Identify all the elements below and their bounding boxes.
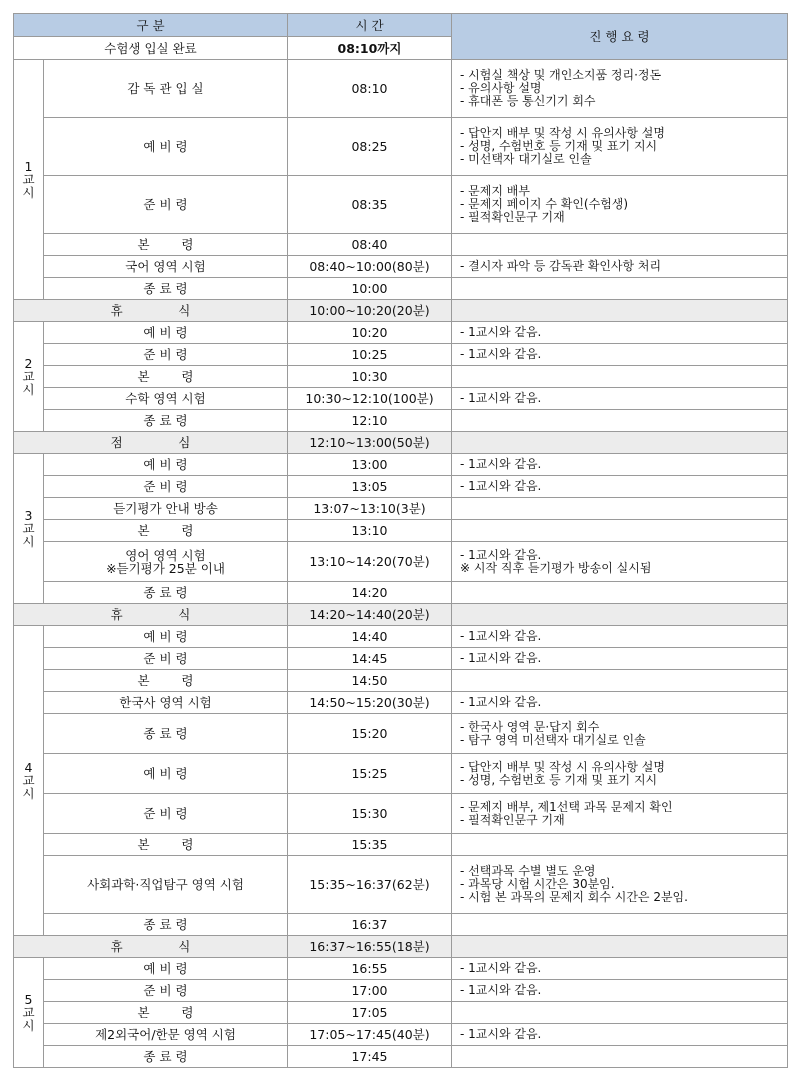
header-category: 구 분 [14, 14, 288, 37]
time-cell: 14:45 [288, 648, 452, 670]
table-row [14, 582, 788, 604]
table-row [14, 1002, 788, 1024]
time-cell: 17:45 [288, 1046, 452, 1068]
step-cell: 국어 영역 시험 [44, 256, 288, 278]
table-row [14, 856, 788, 914]
table-row [14, 118, 788, 176]
break-row [14, 604, 788, 626]
notes-cell: - 1교시와 같음. [452, 1024, 788, 1046]
table-row [14, 754, 788, 794]
time-cell: 12:10 [288, 410, 452, 432]
notes-cell: - 1교시와 같음. [452, 980, 788, 1002]
notes-cell [452, 410, 788, 432]
table-row [14, 714, 788, 754]
time-cell: 13:10 [288, 520, 452, 542]
step-cell: 수학 영역 시험 [44, 388, 288, 410]
notes-cell [452, 366, 788, 388]
table-row [14, 1024, 788, 1046]
notes-cell [452, 1002, 788, 1024]
notes-cell: - 시험실 책상 및 개인소지품 정리·정돈 - 유의사항 설명 - 휴대폰 등 통신기기 회수 [452, 60, 788, 118]
step-cell: 준 비 령 [44, 176, 288, 234]
break-time: 14:20~14:40(20분) [288, 604, 452, 626]
time-cell: 15:20 [288, 714, 452, 754]
table-row [14, 626, 788, 648]
time-cell: 08:10 [288, 60, 452, 118]
step-cell: 예 비 령 [44, 322, 288, 344]
time-cell: 08:40 [288, 234, 452, 256]
step-cell: 본 령 [44, 1002, 288, 1024]
table-row [14, 234, 788, 256]
time-cell: 16:55 [288, 958, 452, 980]
break-notes [452, 936, 788, 958]
time-cell: 17:05 [288, 1002, 452, 1024]
break-notes [452, 432, 788, 454]
notes-cell: - 1교시와 같음. ※ 시작 직후 듣기평가 방송이 실시됨 [452, 542, 788, 582]
header-time: 시 간 [288, 14, 452, 37]
notes-cell: - 1교시와 같음. [452, 958, 788, 980]
time-cell: 14:50~15:20(30분) [288, 692, 452, 714]
break-label: 휴 식 [14, 604, 288, 626]
break-row [14, 300, 788, 322]
step-cell: 준 비 령 [44, 980, 288, 1002]
step-cell: 감 독 관 입 실 [44, 60, 288, 118]
time-cell: 10:00 [288, 278, 452, 300]
break-row [14, 432, 788, 454]
step-cell: 예 비 령 [44, 754, 288, 794]
notes-cell [452, 278, 788, 300]
time-cell: 17:05~17:45(40분) [288, 1024, 452, 1046]
table-row [14, 520, 788, 542]
notes-cell [452, 1046, 788, 1068]
time-cell: 15:25 [288, 754, 452, 794]
notes-cell: - 1교시와 같음. [452, 344, 788, 366]
time-cell: 08:25 [288, 118, 452, 176]
period-3-label: 3 교 시 [14, 454, 44, 604]
table-row [14, 410, 788, 432]
table-row [14, 322, 788, 344]
step-cell: 본 령 [44, 234, 288, 256]
time-cell: 14:20 [288, 582, 452, 604]
period-4-label: 4 교 시 [14, 626, 44, 936]
time-cell: 10:30~12:10(100분) [288, 388, 452, 410]
time-cell: 08:35 [288, 176, 452, 234]
time-cell: 15:30 [288, 794, 452, 834]
step-cell: 종 료 령 [44, 278, 288, 300]
notes-cell [452, 234, 788, 256]
break-label: 점 심 [14, 432, 288, 454]
step-cell: 종 료 령 [44, 410, 288, 432]
entry-label: 수험생 입실 완료 [14, 37, 288, 60]
break-label: 휴 식 [14, 936, 288, 958]
period-5-label: 5 교 시 [14, 958, 44, 1068]
notes-cell: - 결시자 파악 등 감독관 확인사항 처리 [452, 256, 788, 278]
step-cell: 본 령 [44, 366, 288, 388]
time-cell: 13:05 [288, 476, 452, 498]
table-row [14, 388, 788, 410]
time-cell: 13:10~14:20(70분) [288, 542, 452, 582]
notes-cell [452, 914, 788, 936]
notes-cell [452, 834, 788, 856]
exam-schedule-table [13, 13, 788, 1068]
time-cell: 10:25 [288, 344, 452, 366]
step-cell: 예 비 령 [44, 626, 288, 648]
time-cell: 14:40 [288, 626, 452, 648]
break-label: 휴 식 [14, 300, 288, 322]
notes-cell: - 1교시와 같음. [452, 322, 788, 344]
time-cell: 10:30 [288, 366, 452, 388]
table-row [14, 834, 788, 856]
table-row [14, 958, 788, 980]
time-cell: 10:20 [288, 322, 452, 344]
step-cell: 종 료 령 [44, 714, 288, 754]
time-cell: 13:07~13:10(3분) [288, 498, 452, 520]
table-row [14, 670, 788, 692]
break-notes [452, 604, 788, 626]
step-cell: 종 료 령 [44, 914, 288, 936]
table-row [14, 498, 788, 520]
step-cell: 본 령 [44, 670, 288, 692]
notes-cell: - 1교시와 같음. [452, 476, 788, 498]
header-progress: 진 행 요 령 [452, 14, 788, 60]
break-time: 10:00~10:20(20분) [288, 300, 452, 322]
notes-cell [452, 670, 788, 692]
table-row [14, 794, 788, 834]
entry-time: 08:10까지 [288, 37, 452, 60]
step-cell: 듣기평가 안내 방송 [44, 498, 288, 520]
notes-cell: - 문제지 배부, 제1선택 과목 문제지 확인 - 필적확인문구 기재 [452, 794, 788, 834]
step-cell: 예 비 령 [44, 454, 288, 476]
table-row [14, 454, 788, 476]
notes-cell: - 1교시와 같음. [452, 388, 788, 410]
table-row [14, 366, 788, 388]
table-row [14, 1046, 788, 1068]
notes-cell: - 답안지 배부 및 작성 시 유의사항 설명 - 성명, 수험번호 등 기재 및 표기 지시 - 미선택자 대기실로 인솔 [452, 118, 788, 176]
step-cell: 한국사 영역 시험 [44, 692, 288, 714]
table-row [14, 692, 788, 714]
time-cell: 15:35 [288, 834, 452, 856]
break-time: 16:37~16:55(18분) [288, 936, 452, 958]
time-cell: 13:00 [288, 454, 452, 476]
table-row [14, 542, 788, 582]
step-cell: 예 비 령 [44, 958, 288, 980]
step-cell: 준 비 령 [44, 344, 288, 366]
step-cell: 본 령 [44, 520, 288, 542]
break-time: 12:10~13:00(50분) [288, 432, 452, 454]
break-row [14, 936, 788, 958]
step-cell: 영어 영역 시험 ※듣기평가 25분 이내 [44, 542, 288, 582]
table-row [14, 476, 788, 498]
notes-cell [452, 582, 788, 604]
table-row [14, 60, 788, 118]
step-cell: 준 비 령 [44, 648, 288, 670]
notes-cell [452, 498, 788, 520]
step-cell: 준 비 령 [44, 794, 288, 834]
table-row [14, 176, 788, 234]
table-row [14, 344, 788, 366]
notes-cell: - 답안지 배부 및 작성 시 유의사항 설명 - 성명, 수험번호 등 기재 및 표기 지시 [452, 754, 788, 794]
step-cell: 제2외국어/한문 영역 시험 [44, 1024, 288, 1046]
table-row [14, 256, 788, 278]
time-cell: 08:40~10:00(80분) [288, 256, 452, 278]
period-2-label: 2 교 시 [14, 322, 44, 432]
time-cell: 16:37 [288, 914, 452, 936]
notes-cell [452, 520, 788, 542]
step-cell: 종 료 령 [44, 1046, 288, 1068]
period-1-label: 1 교 시 [14, 60, 44, 300]
notes-cell: - 1교시와 같음. [452, 454, 788, 476]
step-cell: 종 료 령 [44, 582, 288, 604]
step-cell: 준 비 령 [44, 476, 288, 498]
table-row [14, 980, 788, 1002]
table-row [14, 914, 788, 936]
notes-cell: - 한국사 영역 문·답지 회수 - 탐구 영역 미선택자 대기실로 인솔 [452, 714, 788, 754]
time-cell: 14:50 [288, 670, 452, 692]
time-cell: 15:35~16:37(62분) [288, 856, 452, 914]
notes-cell: - 1교시와 같음. [452, 626, 788, 648]
step-cell: 본 령 [44, 834, 288, 856]
notes-cell: - 1교시와 같음. [452, 692, 788, 714]
step-cell: 예 비 령 [44, 118, 288, 176]
notes-cell: - 문제지 배부 - 문제지 페이지 수 확인(수험생) - 필적확인문구 기재 [452, 176, 788, 234]
break-notes [452, 300, 788, 322]
notes-cell: - 선택과목 수별 별도 운영 - 과목당 시험 시간은 30분임. - 시험 본 과목의 문제지 회수 시간은 2분임. [452, 856, 788, 914]
step-cell: 사회과학·직업탐구 영역 시험 [44, 856, 288, 914]
notes-cell: - 1교시와 같음. [452, 648, 788, 670]
table-row [14, 278, 788, 300]
time-cell: 17:00 [288, 980, 452, 1002]
table-row [14, 648, 788, 670]
